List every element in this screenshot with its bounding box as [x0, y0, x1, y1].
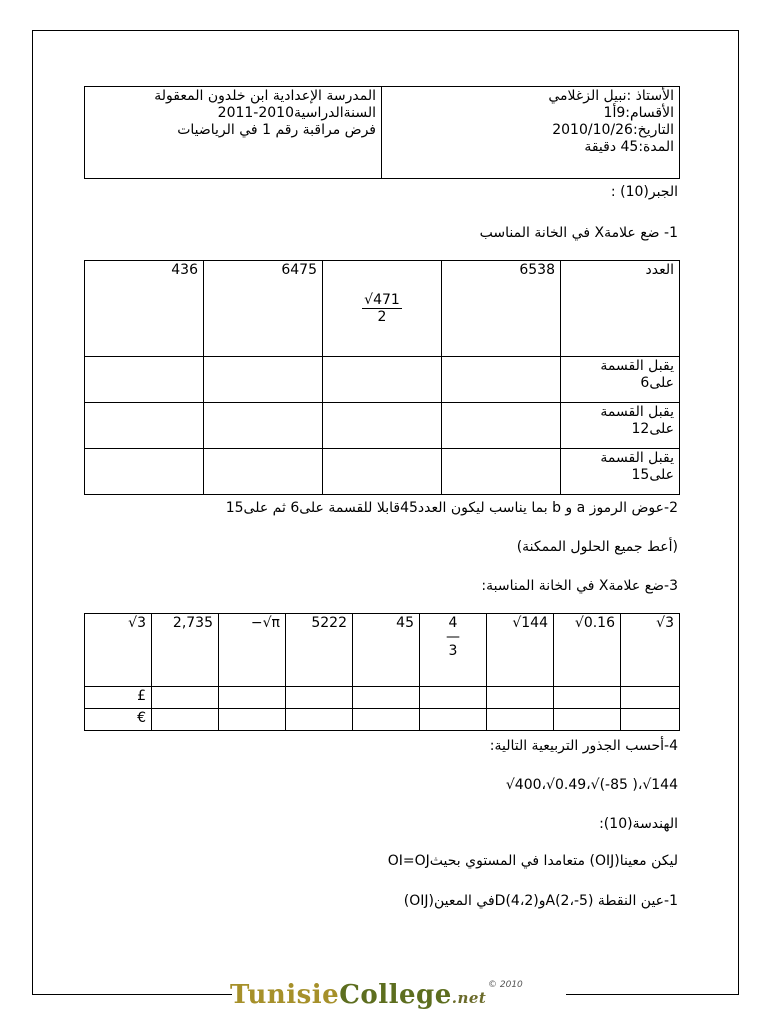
question-4: 4-أحسب الجذور التربيعية التالية: — [489, 738, 678, 754]
t2-row-label-pound: £ — [85, 687, 152, 709]
t1-row-label-12: يقبل القسمة على12 — [561, 403, 680, 449]
t1-header-label: العدد — [561, 261, 680, 357]
geometry-intro: ليكن معينا(OIJ) متعامدا في المستوي بحيثOI=OJ — [387, 853, 678, 869]
t1-cell — [85, 449, 204, 495]
t2-sqrt3-left: √3 — [85, 614, 152, 687]
t2-sqrt016: √0.16 — [554, 614, 621, 687]
t2-sqrt3-right: √3 — [621, 614, 680, 687]
classes: الأقسام:9أ1 — [603, 105, 674, 121]
header-right-cell — [382, 87, 680, 179]
t1-cell — [204, 403, 323, 449]
t2-45: 45 — [353, 614, 420, 687]
teacher-name: الأستاذ :نبيل الزغلامي — [548, 88, 674, 104]
geometry-title: الهندسة(10): — [599, 816, 678, 832]
t2-2735: 2,735 — [152, 614, 219, 687]
header-left-cell — [85, 87, 382, 179]
header-table — [84, 86, 680, 179]
t1-row-label-15: يقبل القسمة على15 — [561, 449, 680, 495]
sets-table — [84, 613, 680, 731]
divisibility-table — [84, 260, 680, 495]
t1-number-6475: 6475 — [204, 261, 323, 357]
footer-line-left — [32, 994, 232, 995]
t1-cell — [442, 449, 561, 495]
t2-5222: 5222 — [286, 614, 353, 687]
t2-sqrt144: √144 — [487, 614, 554, 687]
t2-fraction-4-3: 4 — 3 — [420, 614, 487, 687]
school-name: المدرسة الإعدادية ابن خلدون المعقولة — [154, 88, 376, 104]
algebra-title: الجبر(10) : — [610, 184, 678, 200]
t1-cell — [323, 449, 442, 495]
t1-number-sqrt471 — [323, 261, 442, 357]
t1-cell — [442, 357, 561, 403]
exam-title: فرض مراقبة رقم 1 في الرياضيات — [177, 122, 376, 138]
school-year: السنةالدراسية2010-2011 — [217, 105, 376, 121]
fraction-sqrt471-over-2: $\frac{√471}{2}$ — [364, 292, 400, 325]
geometry-question-1: 1-عين النقطة (5-،2)Aو(4،2)Dفي المعين(OIJ) — [403, 893, 678, 909]
question-4-values: √400،√0.49،√(-85 )،√144 — [505, 777, 678, 793]
t1-cell — [204, 449, 323, 495]
t1-cell — [323, 403, 442, 449]
t1-cell — [85, 403, 204, 449]
question-2-note: (أعط جميع الحلول الممكنة) — [516, 539, 678, 555]
t1-number-6538: 6538 — [442, 261, 561, 357]
question-3: 3-ضع علامةX في الخانة المناسبة: — [481, 578, 678, 594]
duration: المدة:45 دقيقة — [584, 139, 674, 155]
date: التاريخ:2010/10/26 — [552, 122, 674, 138]
t1-cell — [85, 357, 204, 403]
tunisiecollege-logo: TunisieCollege.net © 2010 — [230, 980, 523, 1010]
t1-cell — [442, 403, 561, 449]
question-1: 1- ضع علامةX في الخانة المناسب — [479, 225, 678, 241]
question-2: 2-عوض الرموز a و b بما يناسب ليكون العدد45قابلا للقسمة على6 ثم على15 — [225, 500, 678, 516]
t2-row-label-euro: € — [85, 709, 152, 731]
t1-cell — [204, 357, 323, 403]
t1-number-436: 436 — [85, 261, 204, 357]
footer-line-right — [566, 994, 738, 995]
t1-row-label-6: يقبل القسمة على6 — [561, 357, 680, 403]
t2-neg-sqrt-pi: −√π — [219, 614, 286, 687]
t1-cell — [323, 357, 442, 403]
